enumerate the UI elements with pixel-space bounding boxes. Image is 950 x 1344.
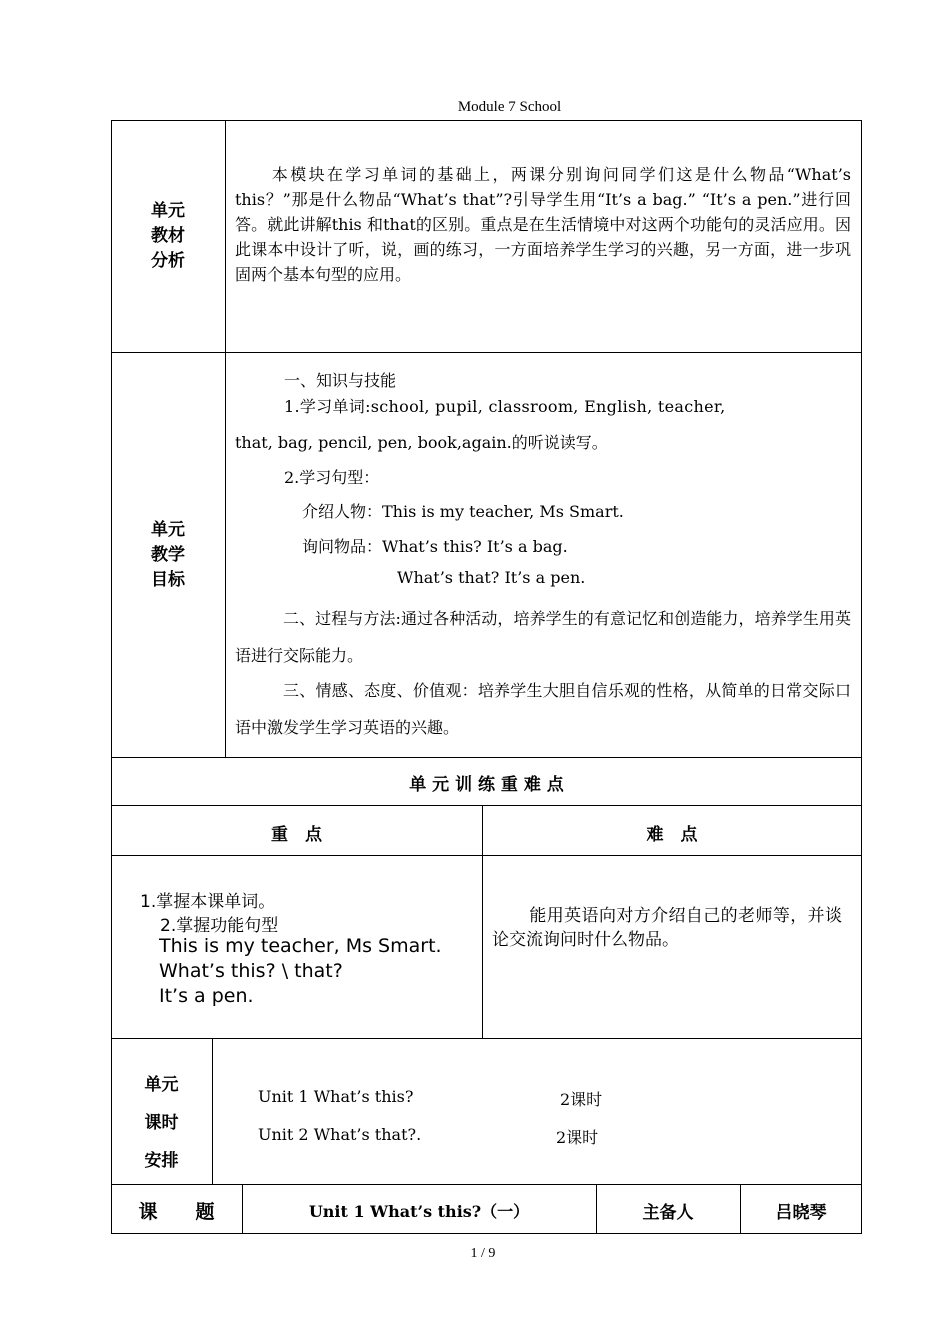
label-line: 课时 — [144, 1113, 179, 1133]
analysis-text: 本模块在学习单词的基础上，两课分别询问同学们这是什么物品“What’s this？”那是什么物品“What’s that”?引导学生用“It’s a bag.” “It’s a pen.”进行回答。就此讲解this 和that的区别。重点是在生活情境中对这两个功能句的灵活应用。因此课本中设计了听，说，画的练习，一方面培养学生学习的兴趣，另一方面，进一步巩固两个基本句型的应用。 — [235, 165, 851, 284]
preparer-label: 主备人 — [642, 1203, 694, 1223]
label-line: 安排 — [144, 1151, 179, 1171]
goals-section-process: 二、过程与方法:通过各种活动，培养学生的有意记忆和创造能力，培养学生用英语进行交际能力。 — [235, 609, 851, 665]
key-point-item: 2.掌握功能句型 — [160, 916, 279, 936]
difficult-points-header: 难 点 — [646, 825, 698, 845]
goals-vocabulary-line1: 1.学习单词:school, pupil, classroom, English, teacher, — [284, 397, 726, 416]
page-header: Module 7 School — [457, 99, 562, 115]
goals-vocabulary-line2: that, bag, pencil, pen, book,again.的听说读写。 — [235, 433, 608, 452]
column-divider — [225, 120, 226, 757]
schedule-hours-2: 2课时 — [556, 1128, 599, 1147]
goals-ask-that: What’s that? It’s a pen. — [397, 568, 586, 587]
row-divider — [111, 1184, 862, 1185]
lesson-label: 课 题 — [138, 1201, 215, 1223]
key-points-header: 重 点 — [271, 825, 322, 845]
label-line: 分析 — [151, 251, 185, 271]
goals-ask-this: 询问物品：What’s this? It’s a bag. — [302, 537, 568, 556]
label-line: 单元 — [151, 201, 185, 221]
difficult-point-text: 能用英语向对方介绍自己的老师等，并谈论交流询问时什么物品。 — [492, 906, 842, 950]
label-line: 单元 — [144, 1075, 179, 1095]
page-number: 1 / 9 — [470, 1246, 496, 1261]
preparer-name: 吕晓琴 — [775, 1203, 827, 1223]
goals-section-knowledge: 一、知识与技能 — [284, 371, 397, 390]
schedule-unit-2: Unit 2 What’s that?. — [258, 1125, 422, 1144]
label-line: 教学 — [151, 545, 185, 565]
schedule-unit-1: Unit 1 What’s this? — [258, 1087, 414, 1106]
label-line: 单元 — [151, 520, 185, 540]
goals-label — [111, 518, 225, 593]
goals-section-attitude: 三、情感、态度、价值观：培养学生大胆自信乐观的性格，从简单的日常交际口语中激发学生学习英语的兴趣。 — [235, 681, 851, 737]
difficulty-title: 单 元 训 练 重 难 点 — [409, 775, 564, 795]
label-line: 教材 — [151, 226, 185, 246]
row-divider — [111, 855, 862, 856]
row-divider — [111, 1038, 862, 1039]
lesson-title: Unit 1 What’s this?（一） — [308, 1202, 530, 1221]
key-point-item: 1.掌握本课单词。 — [140, 892, 276, 912]
label-line: 目标 — [151, 570, 185, 590]
analysis-label — [111, 199, 225, 274]
key-point-item: This is my teacher, Ms Smart. — [159, 935, 442, 957]
column-divider — [212, 1038, 213, 1184]
goals-sentences-heading: 2.学习句型： — [284, 468, 380, 487]
schedule-hours-1: 2课时 — [560, 1090, 603, 1109]
row-divider — [111, 352, 862, 353]
key-point-item: It’s a pen. — [159, 985, 254, 1007]
row-divider — [111, 757, 862, 758]
row-divider — [111, 805, 862, 806]
key-point-item: What’s this? \ that? — [159, 960, 343, 982]
schedule-label — [111, 1066, 212, 1180]
goals-introduce-person: 介绍人物：This is my teacher, Ms Smart. — [302, 502, 624, 521]
